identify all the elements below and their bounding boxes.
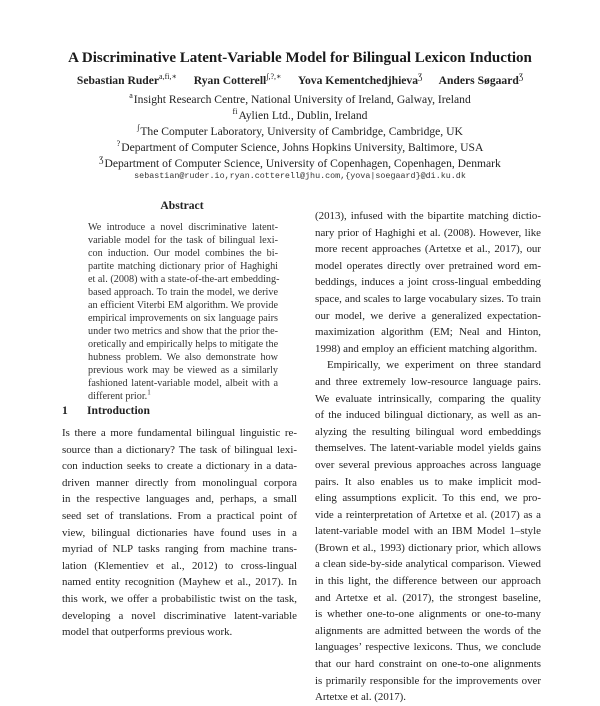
affiliation-text: Aylien Ltd., Dublin, Ireland <box>238 109 368 122</box>
section-number: 1 <box>62 404 68 417</box>
left-column-text <box>62 425 297 641</box>
author-emails: sebastian@ruder.io,ryan.cotterell@jhu.com,{yova|soegaard}@di.ku.dk <box>134 171 466 181</box>
affiliation-mark: fi <box>232 107 238 117</box>
body-line: vide a reinterpretation of Artetxe et al. (2017) as a <box>315 508 541 521</box>
body-line: pairs. It also enables us to make implicit mod- <box>315 475 541 488</box>
author-name: Anders Søgaard <box>438 74 519 87</box>
affiliation <box>0 93 600 106</box>
abstract-line: con induction. Our model combines the bi- <box>88 248 278 259</box>
body-line: Empirically, we experiment on three standard <box>327 359 541 372</box>
body-line: seed set of translations. From a practical point of <box>62 509 297 522</box>
abstract-line: oretically and empirically helps to mitigate the <box>88 339 279 350</box>
body-line: and three extremely low-resource language pairs. <box>315 375 541 388</box>
body-line: in this light, the difference between our approach <box>315 575 541 588</box>
section-heading <box>62 404 150 417</box>
abstract-line: We introduce a novel discriminative latent- <box>88 222 278 233</box>
author-marks: Ʒ <box>518 72 524 82</box>
body-line: lation (Klementiev et al., 2012) to cross-lingual <box>62 559 297 572</box>
abstract-line: empirical improvements on six language pairs <box>88 313 278 324</box>
affiliation-text: Insight Research Centre, National University of Ireland, Galway, Ireland <box>133 93 471 106</box>
body-line: languages’ respective lexicons. Thus, we conclude <box>315 641 541 654</box>
abstract-body <box>88 221 278 403</box>
abstract-line: based approach. To train the model, we derive <box>88 287 278 298</box>
author-marks: ∫,?,∗ <box>266 72 282 82</box>
body-line: nary prior of Haghighi et al. (2008). However, like <box>315 226 541 239</box>
body-line: space, and scales to large vocabulary sizes. To train <box>315 292 541 305</box>
affiliation-mark: a <box>129 91 133 101</box>
body-line: latent-variable model with an IBM Model 1–style <box>315 525 541 538</box>
affiliation-mark: Ʒ <box>99 155 104 165</box>
affiliation-text: Department of Computer Science, Johns Hopkins University, Baltimore, USA <box>121 141 484 154</box>
abstract-heading: Abstract <box>160 199 204 212</box>
abstract-line: an efficient Viterbi EM algorithm. We provide <box>88 300 278 311</box>
author-marks: a,fi,∗ <box>159 72 177 82</box>
body-line: con induction seeks to create a dictionary in a data- <box>62 460 297 473</box>
body-line: maximization algorithm (EM; Neal and Hinton, <box>315 326 541 339</box>
right-column-text <box>315 208 541 706</box>
affiliation-text: The Computer Laboratory, University of Cambridge, Cambridge, UK <box>140 125 463 138</box>
body-line: 1998) and employ an efficient matching algorithm. <box>315 342 538 355</box>
abstract-last-line <box>88 390 278 403</box>
abstract-line: fashioned latent-variable model, albeit with a <box>88 378 278 389</box>
body-line: eling assumptions explicit. To this end, we pro- <box>315 492 541 505</box>
abstract-line: different prior. <box>88 391 148 402</box>
body-line: more recent approaches (Artetxe et al., 2017), our <box>315 243 541 256</box>
affiliation-mark: ? <box>116 139 121 149</box>
body-line: that our hard constraint on one-to-one alignments <box>315 658 541 671</box>
author-name: Yova Kementchedjhieva <box>297 74 419 87</box>
body-line: We evaluate intrinsically, comparing the quality <box>315 392 541 405</box>
abstract-line: under two metrics and show that the prior the- <box>88 326 278 337</box>
body-line: in the respective languages and, perhaps, a small <box>62 493 297 506</box>
body-line: source than a dictionary? The task of bilingual lexi- <box>62 443 297 456</box>
body-line: (2013), infused with the bipartite matching dictio- <box>315 210 541 222</box>
author-list <box>0 74 600 87</box>
body-line: over several previous approaches across language <box>315 458 541 471</box>
body-line: (Brown et al., 1993) dictionary prior, which allows <box>315 541 541 554</box>
footnote-mark: 1 <box>147 388 151 397</box>
affiliation-mark: ∫ <box>137 123 140 133</box>
author-name: Ryan Cotterell <box>193 74 267 87</box>
affiliation-text: Department of Computer Science, University of Copenhagen, Copenhagen, Denmark <box>104 157 501 170</box>
body-line: beddings, induces a joint cross-lingual embedding <box>315 276 541 289</box>
affiliation <box>0 141 600 154</box>
body-line: a clean side-by-side analytical comparison. Viewed <box>315 558 541 571</box>
abstract-line: partite matching dictionary prior of Haghighi <box>88 261 278 272</box>
body-line: Artetxe et al. (2017). <box>315 691 407 704</box>
affiliation <box>0 157 600 170</box>
body-line: is primarily responsible for the improvements over <box>315 674 541 687</box>
abstract-line: hubness problem. We also demonstrate how <box>88 352 278 363</box>
abstract-line: et al. (2008) with a state-of-the-art embedding- <box>88 274 280 285</box>
body-line: model that outperforms previous work. <box>62 626 233 639</box>
body-line: this work, we offer a probabilistic twist on the task, <box>62 592 297 605</box>
body-line: model operates directly over pretrained word em- <box>315 259 541 272</box>
body-line: myriad of NLP tasks ranging from machine trans- <box>62 543 297 556</box>
body-line: developing a novel discriminative latent-variable <box>62 609 297 622</box>
body-line: alyzing the resulting bilingual word embeddings <box>315 425 541 438</box>
body-line: is whether one-to-one alignments or one-to-many <box>315 608 541 621</box>
body-line: themselves. The latent-variable model yields gains <box>315 442 541 455</box>
body-line: named entity recognition (Mayhew et al., 2017). In <box>62 576 297 589</box>
body-line: Is there a more fundamental bilingual linguistic re- <box>62 427 297 439</box>
abstract-line: previous work may be viewed as a similarly <box>88 365 278 376</box>
author-marks: Ʒ <box>418 72 423 82</box>
body-line: and Artetxe et al. (2017), the strongest baseline, <box>315 591 541 604</box>
affiliation <box>0 125 600 138</box>
affiliation <box>0 109 600 122</box>
section-title: Introduction <box>87 404 150 417</box>
body-line: driven manner directly from monolingual corpora <box>62 476 297 489</box>
body-line: our model, we derive a generalized expectation- <box>315 309 541 322</box>
body-line: view, bilingual dictionaries have found uses in a <box>62 526 297 539</box>
paper-title: A Discriminative Latent-Variable Model for Bilingual Lexicon Induction <box>68 50 532 66</box>
body-line: of the induced bilingual dictionary, as well as an- <box>315 409 541 422</box>
body-line: alignments are admitted between the words of the <box>315 624 541 637</box>
abstract-line: variable model for the task of bilingual lexi- <box>88 235 278 246</box>
author-name: Sebastian Ruder <box>76 74 160 87</box>
